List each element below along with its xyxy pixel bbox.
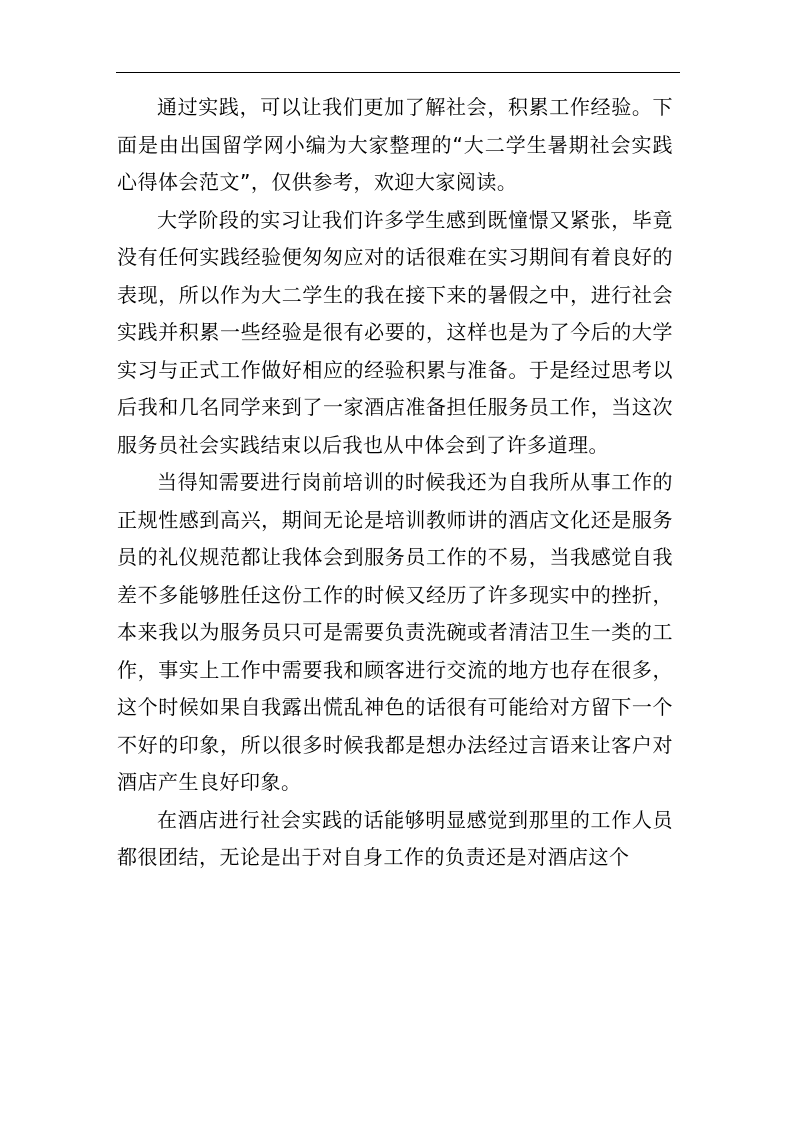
body-text: [117, 89, 673, 877]
header-rule: [116, 72, 680, 73]
paragraph-training: 当得知需要进行岗前培训的时候我还为自我所从事工作的正规性感到高兴，期间无论是培训教师讲的酒店文化还是服务员的礼仪规范都让我体会到服务员工作的不易，当我感觉自我差不多能够胜任这份工作的时候又经历了许多现实中的挫折，本来我以为服务员只可是需要负责洗碗或者清洁卫生一类的工作，事实上工作中需要我和顾客进行交流的地方也存在很多，这个时候如果自我露出慌乱神色的话很有可能给对方留下一个不好的印象，所以很多时候我都是想办法经过言语来让客户对酒店产生良好印象。: [117, 470, 673, 794]
paragraph-intro: 通过实践，可以让我们更加了解社会，积累工作经验。下面是由出国留学网小编为大家整理的“大二学生暑期社会实践心得体会范文”，仅供参考，欢迎大家阅读。: [117, 95, 673, 194]
paragraph-internship: 大学阶段的实习让我们许多学生感到既憧憬又紧张，毕竟没有任何实践经验便匆匆应对的话很难在实习期间有着良好的表现，所以作为大二学生的我在接下来的暑假之中，进行社会实践并积累一些经验是很有必要的，这样也是为了今后的大学实习与正式工作做好相应的经验积累与准备。于是经过思考以后我和几名同学来到了一家酒店准备担任服务员工作，当这次服务员社会实践结束以后我也从中体会到了许多道理。: [117, 207, 673, 457]
paragraph-teamwork: 在酒店进行社会实践的话能够明显感觉到那里的工作人员都很团结，无论是出于对自身工作的负责还是对酒店这个: [117, 807, 673, 869]
